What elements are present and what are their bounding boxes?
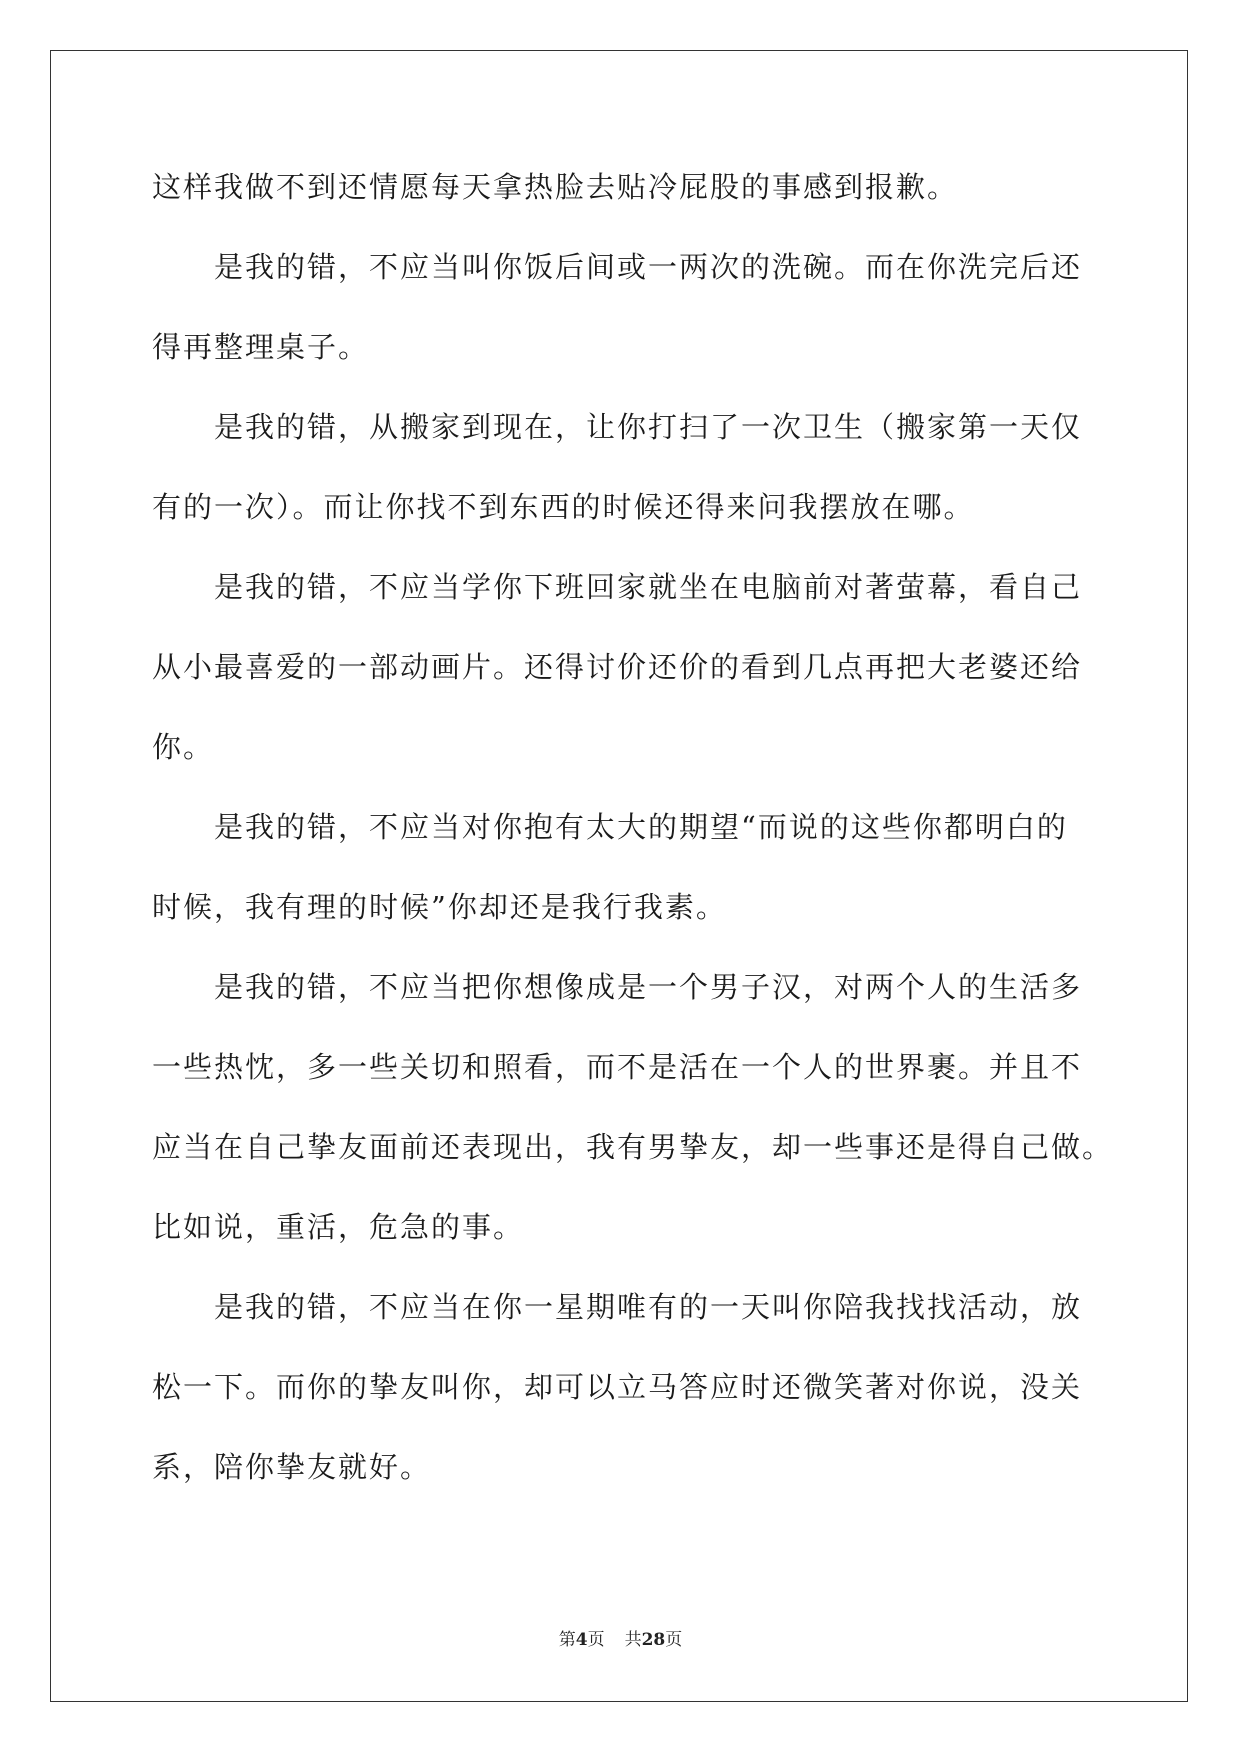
body-line-2: 是我的错，不应当叫你饭后间或一两次的洗碗。而在你洗完后还 [152,250,1083,284]
body-line-17: 系，陪你挚友就好。 [152,1450,432,1484]
body-line-8: 你。 [152,730,215,764]
footer-page-number: 4 [575,1630,588,1650]
body-line-3: 得再整理桌子。 [152,330,370,364]
body-line-7: 从小最喜爱的一部动画片。还得讨价还价的看到几点再把大老婆还给 [152,650,1083,684]
body-line-12: 一些热忱，多一些关切和照看，而不是活在一个人的世界裹。并且不 [152,1050,1083,1084]
page-footer [0,1630,1241,1650]
footer-total-prefix: 共 [624,1630,642,1650]
body-line-9: 是我的错，不应当对你抱有太大的期望“而说的这些你都明白的 [152,810,1068,844]
footer-page-prefix: 第 [558,1630,576,1650]
body-line-14: 比如说，重活，危急的事。 [152,1210,525,1244]
body-line-16: 松一下。而你的挚友叫你，却可以立马答应时还微笑著对你说，没关 [152,1370,1083,1404]
body-line-11: 是我的错，不应当把你想像成是一个男子汉，对两个人的生活多 [152,970,1083,1004]
body-line-15: 是我的错，不应当在你一星期唯有的一天叫你陪我找找活动，放 [152,1290,1083,1324]
footer-page-suffix: 页 [587,1630,605,1650]
body-line-6: 是我的错，不应当学你下班回家就坐在电脑前对著萤幕，看自己 [152,570,1083,604]
body-line-10: 时候，我有理的时候”你却还是我行我素。 [152,890,727,924]
footer-total-pages: 28 [641,1630,666,1650]
body-line-1: 这样我做不到还情愿每天拿热脸去贴冷屁股的事感到报歉。 [152,170,959,204]
footer-total-suffix: 页 [665,1630,683,1650]
body-line-13: 应当在自己挚友面前还表现出，我有男挚友，却一些事还是得自己做。 [152,1130,1114,1164]
body-line-4: 是我的错，从搬家到现在，让你打扫了一次卫生（搬家第一天仅 [152,410,1083,444]
body-line-5: 有的一次）。而让你找不到东西的时候还得来问我摆放在哪。 [152,490,975,524]
